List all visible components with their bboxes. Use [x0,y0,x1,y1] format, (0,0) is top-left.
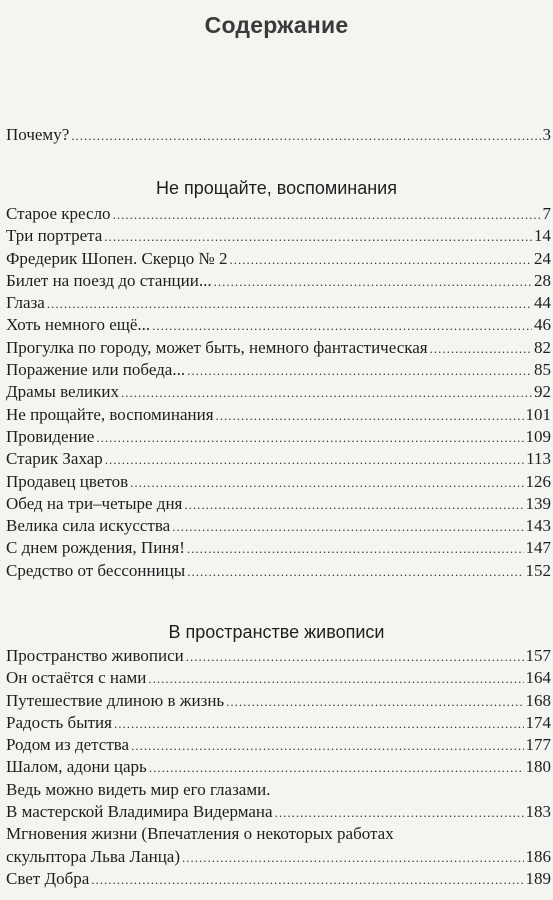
toc-leader-dots [187,538,524,560]
toc-leader-dots [131,735,523,757]
toc-entry[interactable] [6,448,551,470]
toc-entry[interactable] [6,690,551,712]
toc-leader-dots [130,472,523,494]
toc-entry[interactable] [6,493,551,515]
toc-entry-page: 174 [525,712,551,732]
toc-entry-page: 164 [525,668,551,688]
toc-entry-label: Он остаётся с нами [6,668,147,688]
toc-entry-label: Мгновения жизни (Впечатления о некоторых работах [6,824,394,844]
toc-leader-dots [105,449,524,471]
toc-entry[interactable] [6,292,551,314]
toc-entry[interactable] [6,359,551,381]
toc-entry-page: 139 [525,493,551,513]
toc-entry-label: Старик Захар [6,449,103,469]
toc-entry-label: Старое кресло [6,204,111,223]
toc-entry[interactable] [6,270,551,292]
toc-entry-label: Велика сила искусства [6,516,171,536]
toc-intro [6,124,551,146]
toc-entry-page: 109 [525,426,551,446]
toc-section-list [6,203,551,582]
toc-entry-page: 82 [534,337,551,357]
toc-leader-dots [182,847,523,869]
toc-entry-label: скульптора Льва Ланца) [6,846,181,866]
toc-entry-page: 3 [542,125,551,144]
toc-entry-label: Путешествие длиною в жизнь [6,690,225,710]
toc-leader-dots [229,249,532,271]
toc-leader-dots [172,516,523,538]
toc-entry[interactable] [6,667,551,689]
toc-entry-page: 44 [534,293,551,313]
toc-entry[interactable] [6,248,551,270]
toc-entry-label: Не прощайте, воспоминания [6,404,214,424]
toc-entry-page: 92 [534,382,551,402]
toc-entry-label: Ведь можно видеть мир его глазами. [6,779,271,799]
toc-entry-label: Продавец цветов [6,471,129,491]
toc-entry[interactable] [6,515,551,537]
toc-entry[interactable] [6,426,551,448]
toc-entry-label: Почему? [6,125,70,144]
toc-section-list [6,645,551,890]
toc-entry[interactable] [6,471,551,493]
toc-entry-label: Хоть немного ещё... [6,315,151,335]
toc-entry[interactable] [6,846,551,868]
toc-entry-label: С днем рождения, Пиня! [6,538,185,558]
toc-entry[interactable] [6,203,551,225]
toc-entry-page: 183 [525,802,551,822]
toc-entry-page: 24 [534,248,551,268]
toc-entry-page: 157 [525,646,551,665]
toc-entry-page: 143 [525,516,551,536]
toc-entry-label: Провидение [6,426,95,446]
toc-entry-page: 28 [534,270,551,290]
toc-entry[interactable] [6,560,551,582]
toc-leader-dots [148,668,523,690]
toc-entry-label: Глаза [6,293,45,313]
toc-leader-dots [184,494,523,516]
toc-leader-dots [114,713,524,735]
toc-leader-dots [104,226,532,248]
toc-entry-page: 177 [525,735,551,755]
toc-leader-dots [113,204,541,226]
toc-entry[interactable] [6,734,551,756]
toc-entry-label: Поражение или победа... [6,360,186,380]
toc-entry[interactable] [6,314,551,336]
toc-leader-dots [216,405,524,427]
toc-leader-dots [226,691,523,713]
toc-entry[interactable] [6,645,551,667]
page-title: Содержание [204,12,349,38]
toc-entry-page: 14 [534,226,551,246]
toc-entry-page: 189 [525,868,551,888]
toc-entry-page: 126 [525,471,551,491]
toc-entry-label: Свет Добра [6,868,90,888]
toc-entry-page: 168 [525,690,551,710]
toc-entry[interactable] [6,337,551,359]
toc-entry[interactable] [6,124,551,146]
toc-entry-label: Драмы великих [6,382,119,402]
toc-entry-page: 186 [525,846,551,866]
toc-entry-page: 147 [525,538,551,558]
toc-entry[interactable] [6,779,551,801]
toc-entry-label: Фредерик Шопен. Скерцо № 2 [6,248,228,268]
section-title: Не прощайте, воспоминания [156,178,397,198]
toc-entry[interactable] [6,868,551,890]
toc-leader-dots [121,382,532,404]
toc-leader-dots [91,869,523,891]
toc-leader-dots [214,271,532,293]
toc-entry-page: 101 [525,404,551,424]
toc-leader-dots [96,427,523,449]
toc-leader-dots [430,338,532,360]
toc-entry[interactable] [6,381,551,403]
toc-entry-page: 85 [534,360,551,380]
toc-leader-dots [275,802,524,824]
toc-entry[interactable] [6,801,551,823]
section-title: В пространстве живописи [168,622,385,642]
toc-entry[interactable] [6,537,551,559]
toc-entry-page: 113 [526,449,551,469]
toc-entry-page: 180 [525,757,551,777]
toc-leader-dots [71,125,540,147]
toc-entry[interactable] [6,225,551,247]
toc-entry-label: Обед на три–четыре дня [6,493,183,513]
toc-leader-dots [187,360,532,382]
toc-entry-label: В мастерской Владимира Видермана [6,802,273,822]
toc-entry-label: Средство от бессонницы [6,560,186,580]
toc-entry-label: Прогулка по городу, может быть, немного фантастическая [6,337,428,357]
toc-entry-label: Билет на поезд до станции... [6,270,212,290]
toc-entry-page: 7 [542,204,551,223]
toc-entry-label: Родом из детства [6,735,130,755]
toc-entry[interactable] [6,756,551,778]
toc-entry-page: 152 [525,560,551,580]
toc-entry-label: Три портрета [6,226,103,246]
toc-leader-dots [152,315,532,337]
toc-leader-dots [186,646,524,668]
toc-entry-label: Пространство живописи [6,646,184,665]
toc-entry[interactable] [6,404,551,426]
toc-entry-label: Радость бытия [6,712,112,732]
toc-leader-dots [47,293,532,315]
toc-leader-dots [187,561,523,583]
toc-entry-page: 46 [534,315,551,335]
toc-entry-label: Шалом, адони царь [6,757,147,777]
toc-leader-dots [149,757,524,779]
toc-entry[interactable] [6,823,551,845]
toc-entry[interactable] [6,712,551,734]
